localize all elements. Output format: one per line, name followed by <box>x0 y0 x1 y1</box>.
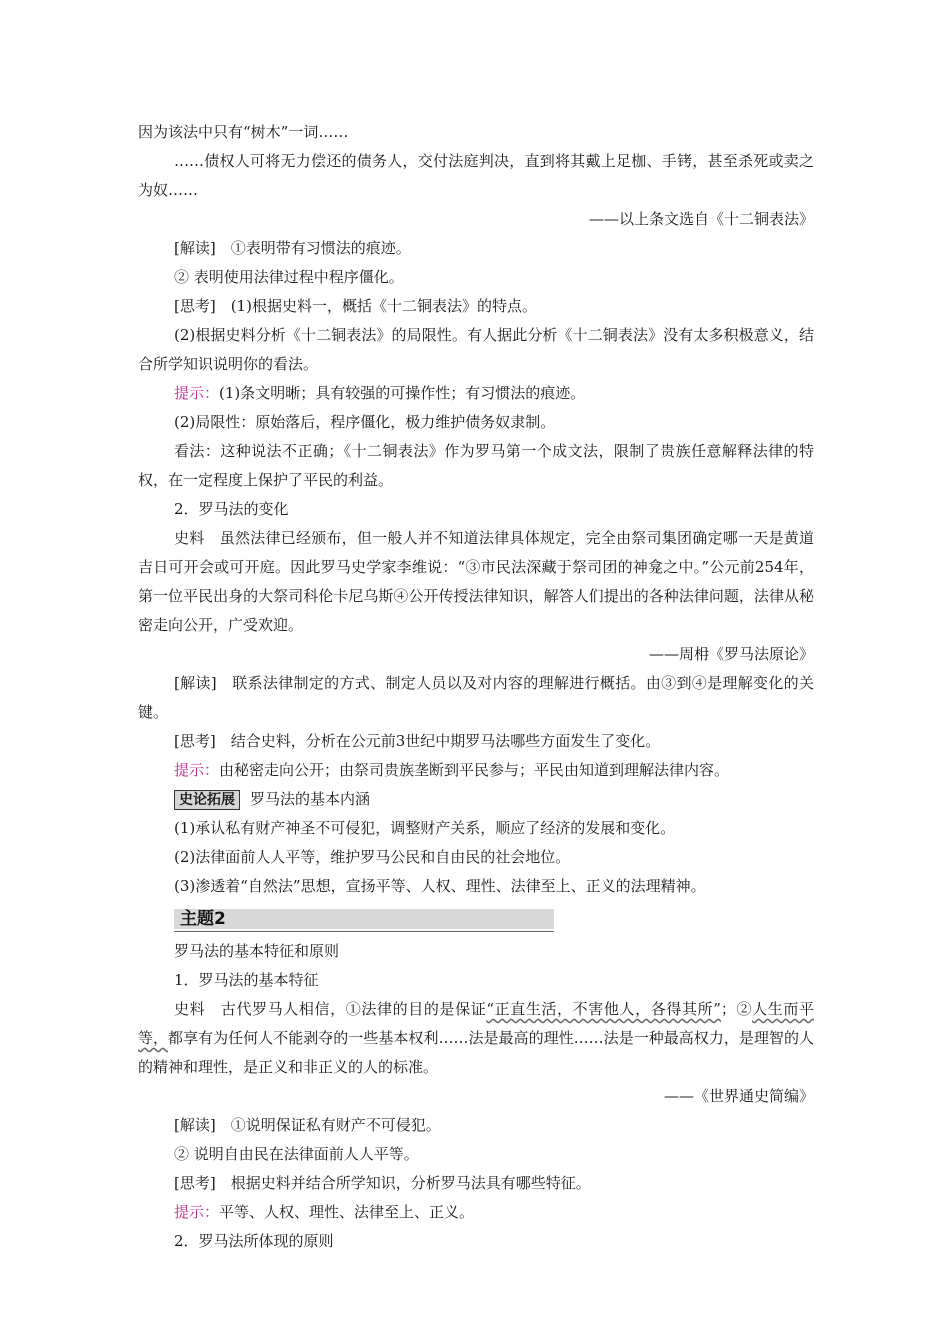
section-heading: 1．罗马法的基本特征 <box>174 971 319 989</box>
document-body <box>138 118 814 1256</box>
interpretation: ② 表明使用法律过程中程序僵化。 <box>174 268 404 286</box>
hint-text: (1)条文明晰；具有较强的可操作性；有习惯法的痕迹。 <box>219 384 586 402</box>
hint-text: (2)局限性：原始落后，程序僵化，极力维护债务奴隶制。 <box>174 413 556 431</box>
source-text: 史料 古代罗马人相信，①法律的目的是保证 <box>174 1000 487 1018</box>
interpretation: [解读] 联系法律制定的方式、制定人员以及对内容的理解进行概括。由③到④是理解变化的关键。 <box>138 674 814 721</box>
emphasized-text: 人生而平等， <box>138 1000 814 1047</box>
extension-title: 罗马法的基本内涵 <box>250 790 371 808</box>
section-heading: 2．罗马法所体现的原则 <box>174 1232 334 1250</box>
topic-title: 罗马法的基本特征和原则 <box>174 942 340 960</box>
topic-banner-rule <box>174 931 554 932</box>
source-citation: ——《世界通史简编》 <box>663 1087 814 1105</box>
hint-text: 由秘密走向公开；由祭司贵族垄断到平民参与；平民由知道到理解法律内容。 <box>219 761 730 779</box>
source-text: 都享有为任何人不能剥夺的一些基本权利……法是最高的理性……法是一种最高权力，是理智的人的精神和理性，是正义和非正义的人的标准。 <box>138 1029 814 1076</box>
emphasized-text: “正直生活，不害他人，各得其所” <box>486 1000 721 1018</box>
topic-label: 主题2 <box>180 909 226 929</box>
question: [思考] (1)根据史料一，概括《十二铜表法》的特点。 <box>174 297 537 315</box>
section-heading: 2．罗马法的变化 <box>174 500 289 518</box>
source-material: 史料 虽然法律已经颁布，但一般人并不知道法律具体规定，完全由祭司集团确定哪一天是黄道吉日可开会或可开庭。因此罗马史学家李维说：“③市民法深藏于祭司团的神龛之中。”公元前254年，第一位平民出身的大祭司科伦卡尼乌斯④公开传授法律知识，解答人们提出的各种法律问题，法律从秘密走向公开，广受欢迎。 <box>138 529 814 634</box>
source-material <box>138 995 814 1082</box>
topic-banner-bg <box>174 909 554 929</box>
source-text: ；② <box>720 1000 753 1018</box>
extension-tag: 史论拓展 <box>174 790 240 810</box>
hint <box>138 756 814 785</box>
hint-text: 平等、人权、理性、法律至上、正义。 <box>219 1203 475 1221</box>
topic-banner <box>174 907 554 933</box>
question: [思考] 根据史料并结合所学知识，分析罗马法具有哪些特征。 <box>174 1174 591 1192</box>
hint <box>138 1198 814 1227</box>
question: [思考] 结合史料，分析在公元前3世纪中期罗马法哪些方面发生了变化。 <box>174 732 661 750</box>
list-item: (1)承认私有财产神圣不可侵犯，调整财产关系，顺应了经济的发展和变化。 <box>174 819 676 837</box>
hint <box>138 379 814 408</box>
hint-label: 提示： <box>174 1203 220 1221</box>
extension-heading <box>138 785 814 814</box>
source-citation: ——以上条文选自《十二铜表法》 <box>588 210 814 228</box>
interpretation: [解读] ①表明带有习惯法的痕迹。 <box>174 239 411 257</box>
list-item: (2)法律面前人人平等，维护罗马公民和自由民的社会地位。 <box>174 848 571 866</box>
hint-label: 提示： <box>174 761 220 779</box>
interpretation: ② 说明自由民在法律面前人人平等。 <box>174 1145 419 1163</box>
interpretation: [解读] ①说明保证私有财产不可侵犯。 <box>174 1116 441 1134</box>
opinion: 看法：这种说法不正确；《十二铜表法》作为罗马第一个成文法，限制了贵族任意解释法律的特权，在一定程度上保护了平民的利益。 <box>138 442 814 489</box>
list-item: (3)渗透着“自然法”思想，宣扬平等、人权、理性、法律至上、正义的法理精神。 <box>174 877 706 895</box>
text-line: 因为该法中只有“树木”一词…… <box>138 123 349 141</box>
question: (2)根据史料分析《十二铜表法》的局限性。有人据此分析《十二铜表法》没有太多积极意义，结合所学知识说明你的看法。 <box>138 326 814 373</box>
source-citation: ——周枏《罗马法原论》 <box>648 645 814 663</box>
hint-label: 提示： <box>174 384 220 402</box>
law-excerpt: ……债权人可将无力偿还的债务人，交付法庭判决，直到将其戴上足枷、手铐，甚至杀死或卖之为奴…… <box>138 152 814 199</box>
